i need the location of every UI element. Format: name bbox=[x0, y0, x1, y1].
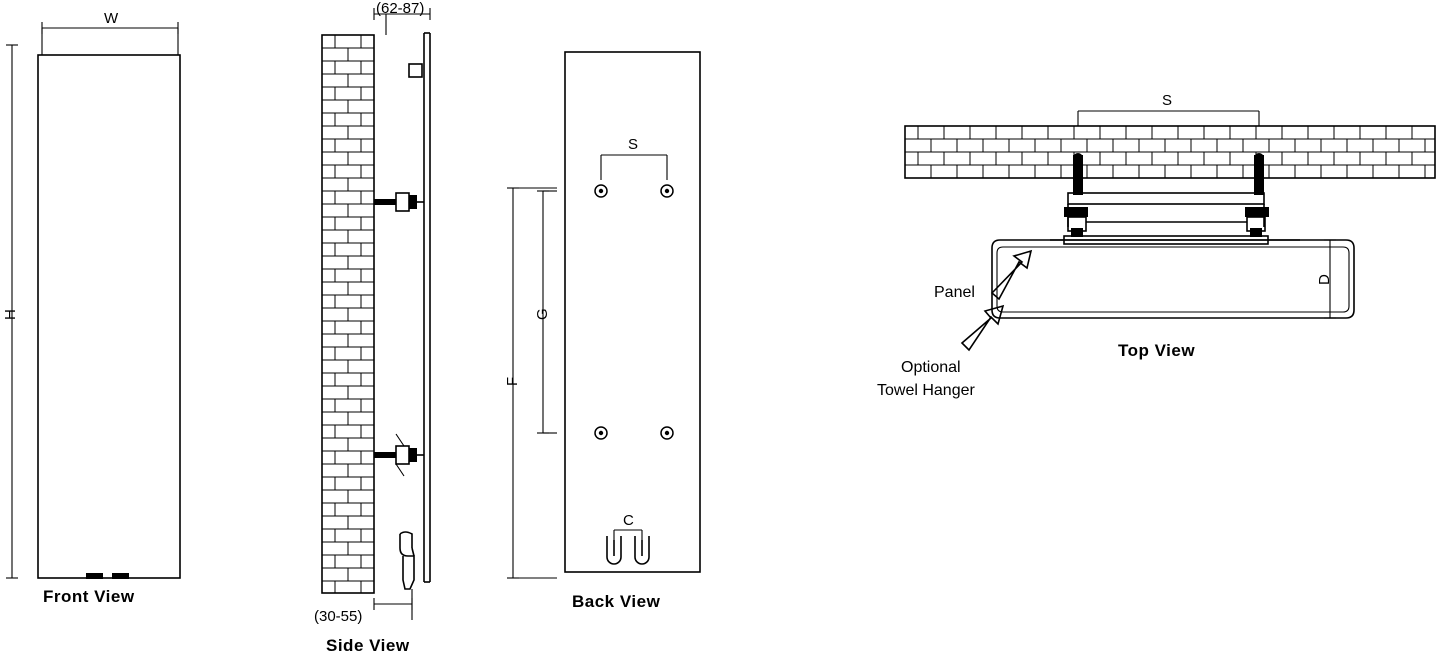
dimension-label-g: G bbox=[534, 308, 551, 320]
dimension-label-projection-min: (30-55) bbox=[314, 608, 363, 625]
side-view-title: Side View bbox=[326, 636, 410, 655]
dimension-label-c: C bbox=[623, 512, 634, 529]
front-view-group bbox=[6, 22, 180, 579]
side-view-group bbox=[322, 8, 430, 620]
dimension-label-s-top: S bbox=[1162, 92, 1173, 109]
top-view-title: Top View bbox=[1118, 341, 1196, 360]
dimension-label-s-back: S bbox=[628, 136, 639, 153]
back-view-title: Back View bbox=[572, 592, 661, 611]
dimension-label-w: W bbox=[104, 10, 119, 27]
callout-towel-hanger-line2: Towel Hanger bbox=[877, 382, 975, 399]
dimension-label-h: H bbox=[2, 309, 19, 320]
dimension-label-f: F bbox=[504, 376, 521, 386]
dimension-label-d: D bbox=[1316, 274, 1333, 285]
front-view-title: Front View bbox=[43, 587, 135, 606]
dimension-label-projection-max: (62-87) bbox=[376, 0, 425, 17]
top-view-group bbox=[905, 111, 1435, 350]
callout-panel: Panel bbox=[934, 284, 975, 301]
callout-towel-hanger-line1: Optional bbox=[901, 359, 961, 376]
